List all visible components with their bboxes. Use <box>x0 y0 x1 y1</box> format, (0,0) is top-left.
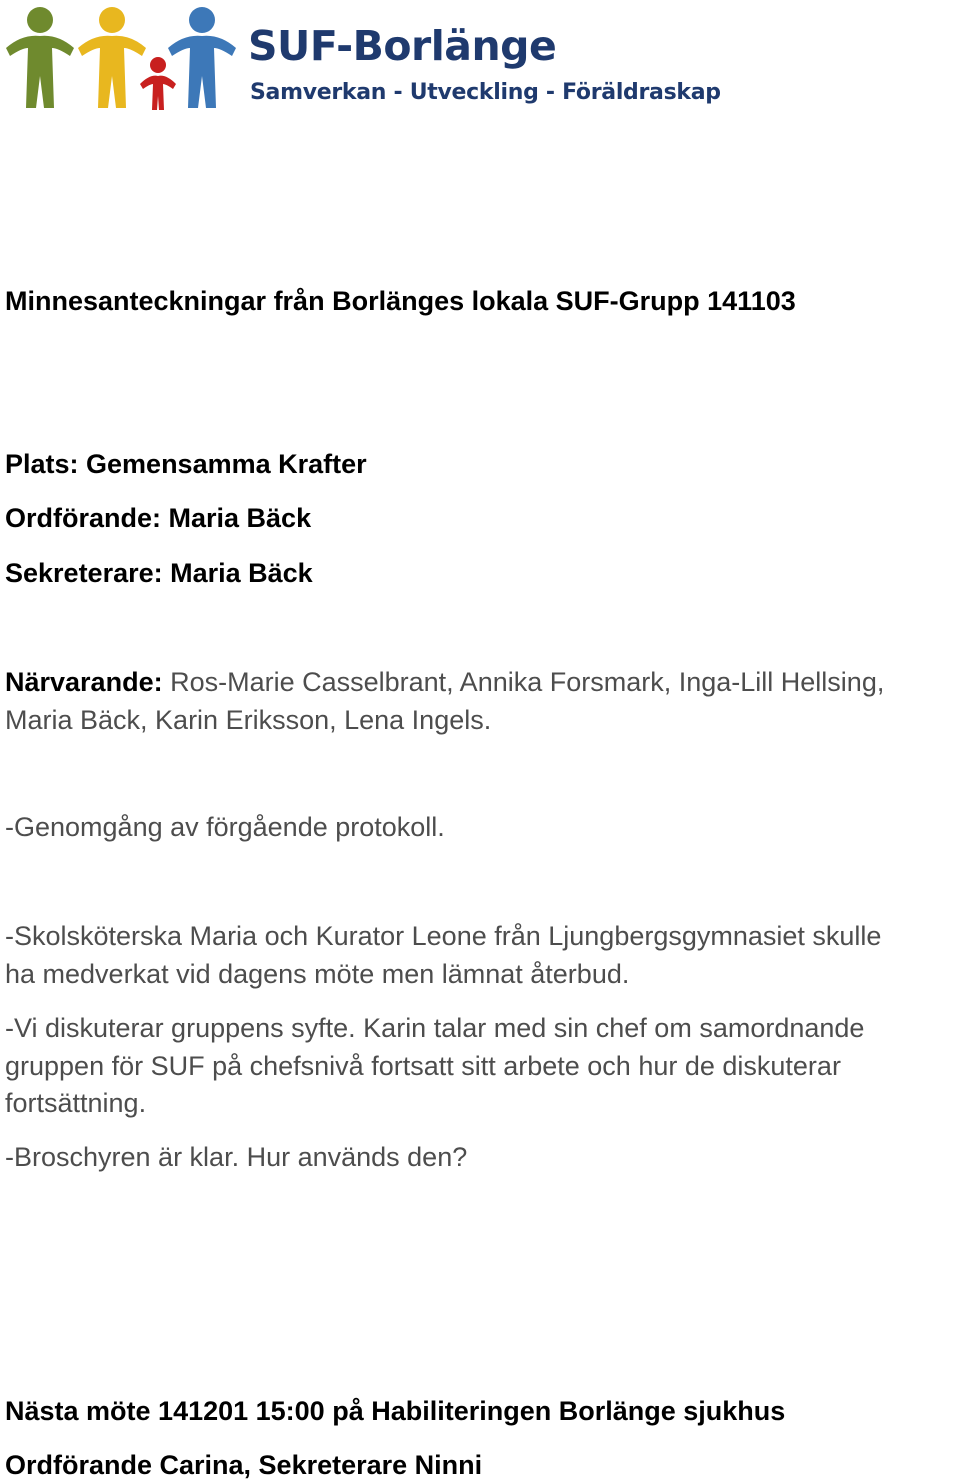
figure-red <box>140 57 176 110</box>
family-figures-icon <box>0 0 250 115</box>
agenda-item-4: -Broschyren är klar. Hur används den? <box>5 1142 468 1172</box>
meeting-chair: Ordförande: Maria Bäck <box>5 503 312 533</box>
meeting-place: Plats: Gemensamma Krafter <box>5 449 367 479</box>
figure-yellow <box>78 7 146 108</box>
meeting-secretary: Sekreterare: Maria Bäck <box>5 558 313 588</box>
next-meeting: Nästa möte 141201 15:00 på Habiliteringen Borlänge sjukhus <box>5 1396 786 1426</box>
agenda-item-1: -Genomgång av förgående protokoll. <box>5 812 445 842</box>
figure-green <box>6 7 74 108</box>
logo-tagline: Samverkan - Utveckling - Föräldraskap <box>250 80 721 105</box>
attendees-names: Ros-Marie Casselbrant, Annika Forsmark, Inga-Lill Hellsing, Maria Bäck, Karin Eriksson, Lena Ingels. <box>5 667 885 735</box>
document-heading: Minnesanteckningar från Borlänges lokala SUF-Grupp 141103 <box>5 286 796 316</box>
logo-title: SUF-Borlänge <box>248 22 557 70</box>
figure-blue <box>168 7 236 108</box>
next-meeting-roles: Ordförande Carina, Sekreterare Ninni <box>5 1450 483 1480</box>
attendees <box>5 664 885 739</box>
agenda-item-2: -Skolsköterska Maria och Kurator Leone från Ljungbergsgymnasiet skulle ha medverkat vid dagens möte men lämnat återbud. <box>5 921 882 989</box>
agenda-item-3: -Vi diskuterar gruppens syfte. Karin talar med sin chef om samordnande gruppen för SUF på chefsnivå fortsatt sitt arbete och hur de diskuterar fortsättning. <box>5 1013 865 1118</box>
suf-logo <box>0 0 740 120</box>
attendees-label: Närvarande: <box>5 667 163 697</box>
